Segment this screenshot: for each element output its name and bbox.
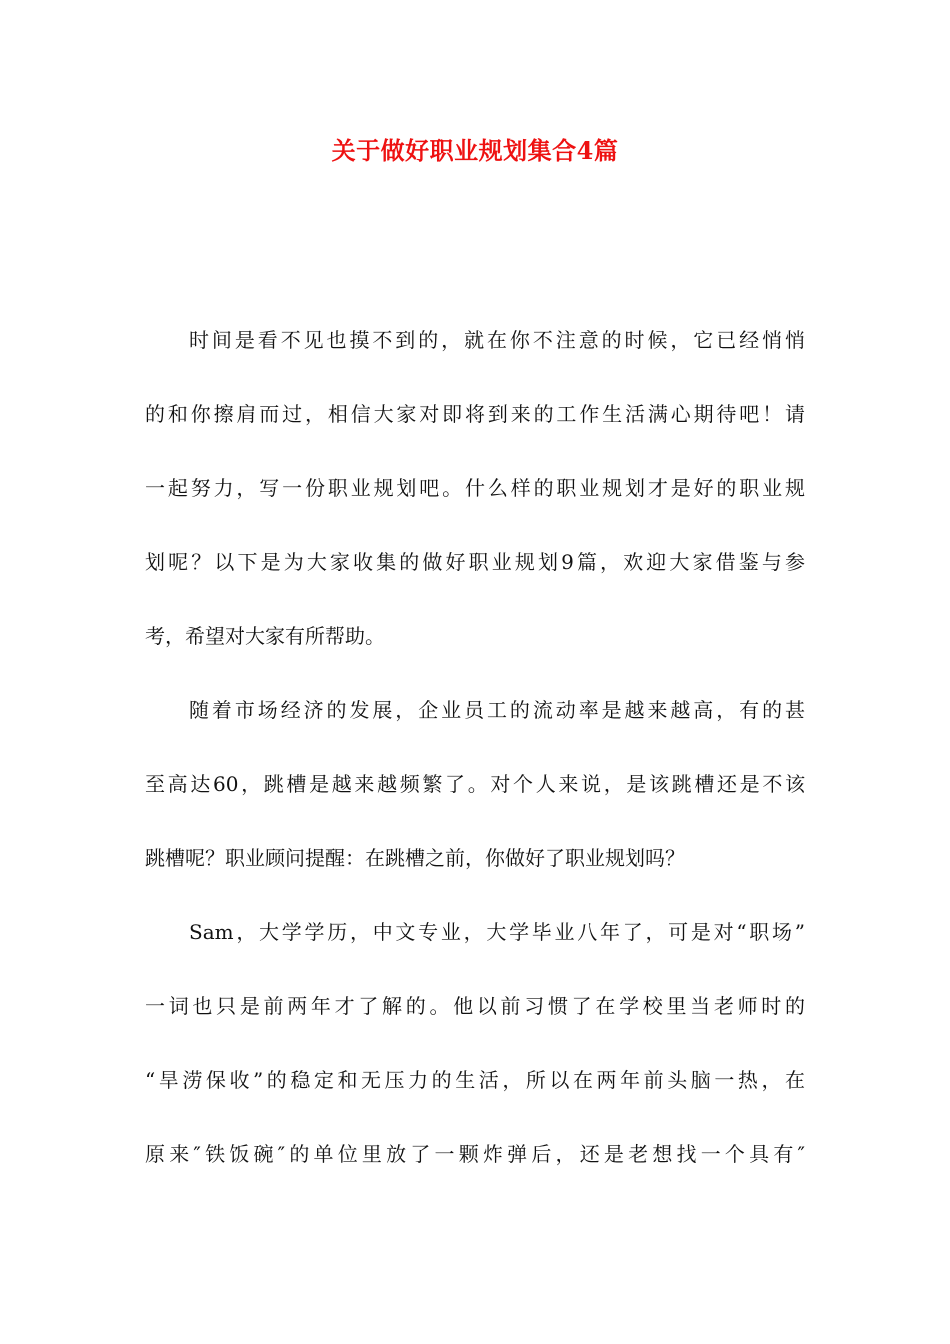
text-line: 原来″铁饭碗″的单位里放了一颗炸弹后，还是老想找一个具有″	[145, 1142, 805, 1166]
document-title: 关于做好职业规划集合4篇	[331, 136, 619, 165]
text-line: 一词也只是前两年才了解的。他以前习惯了在学校里当老师时的	[145, 994, 805, 1018]
paragraph-market	[145, 688, 805, 910]
text-line: 一起努力，写一份职业规划吧。什么样的职业规划才是好的职业规	[145, 476, 805, 500]
text-line: 的和你擦肩而过，相信大家对即将到来的工作生活满心期待吧！请	[145, 402, 805, 426]
text-line: Sam，大学学历，中文专业，大学毕业八年了，可是对“职场”	[189, 920, 805, 944]
text-line: 随着市场经济的发展，企业员工的流动率是越来越高，有的甚	[189, 698, 805, 722]
document-body	[145, 318, 805, 1206]
text-line: 至高达60，跳槽是越来越频繁了。对个人来说，是该跳槽还是不该	[145, 772, 805, 796]
text-line: 划呢？以下是为大家收集的做好职业规划9篇，欢迎大家借鉴与参	[145, 550, 805, 574]
text-line: 时间是看不见也摸不到的，就在你不注意的时候，它已经悄悄	[189, 328, 805, 352]
text-line: 跳槽呢？职业顾问提醒：在跳槽之前，你做好了职业规划吗？	[145, 846, 685, 870]
text-line: “旱涝保收”的稳定和无压力的生活，所以在两年前头脑一热，在	[145, 1068, 805, 1092]
text-line: 考，希望对大家有所帮助。	[145, 624, 385, 648]
paragraph-intro	[145, 318, 805, 688]
paragraph-sam	[145, 910, 805, 1206]
